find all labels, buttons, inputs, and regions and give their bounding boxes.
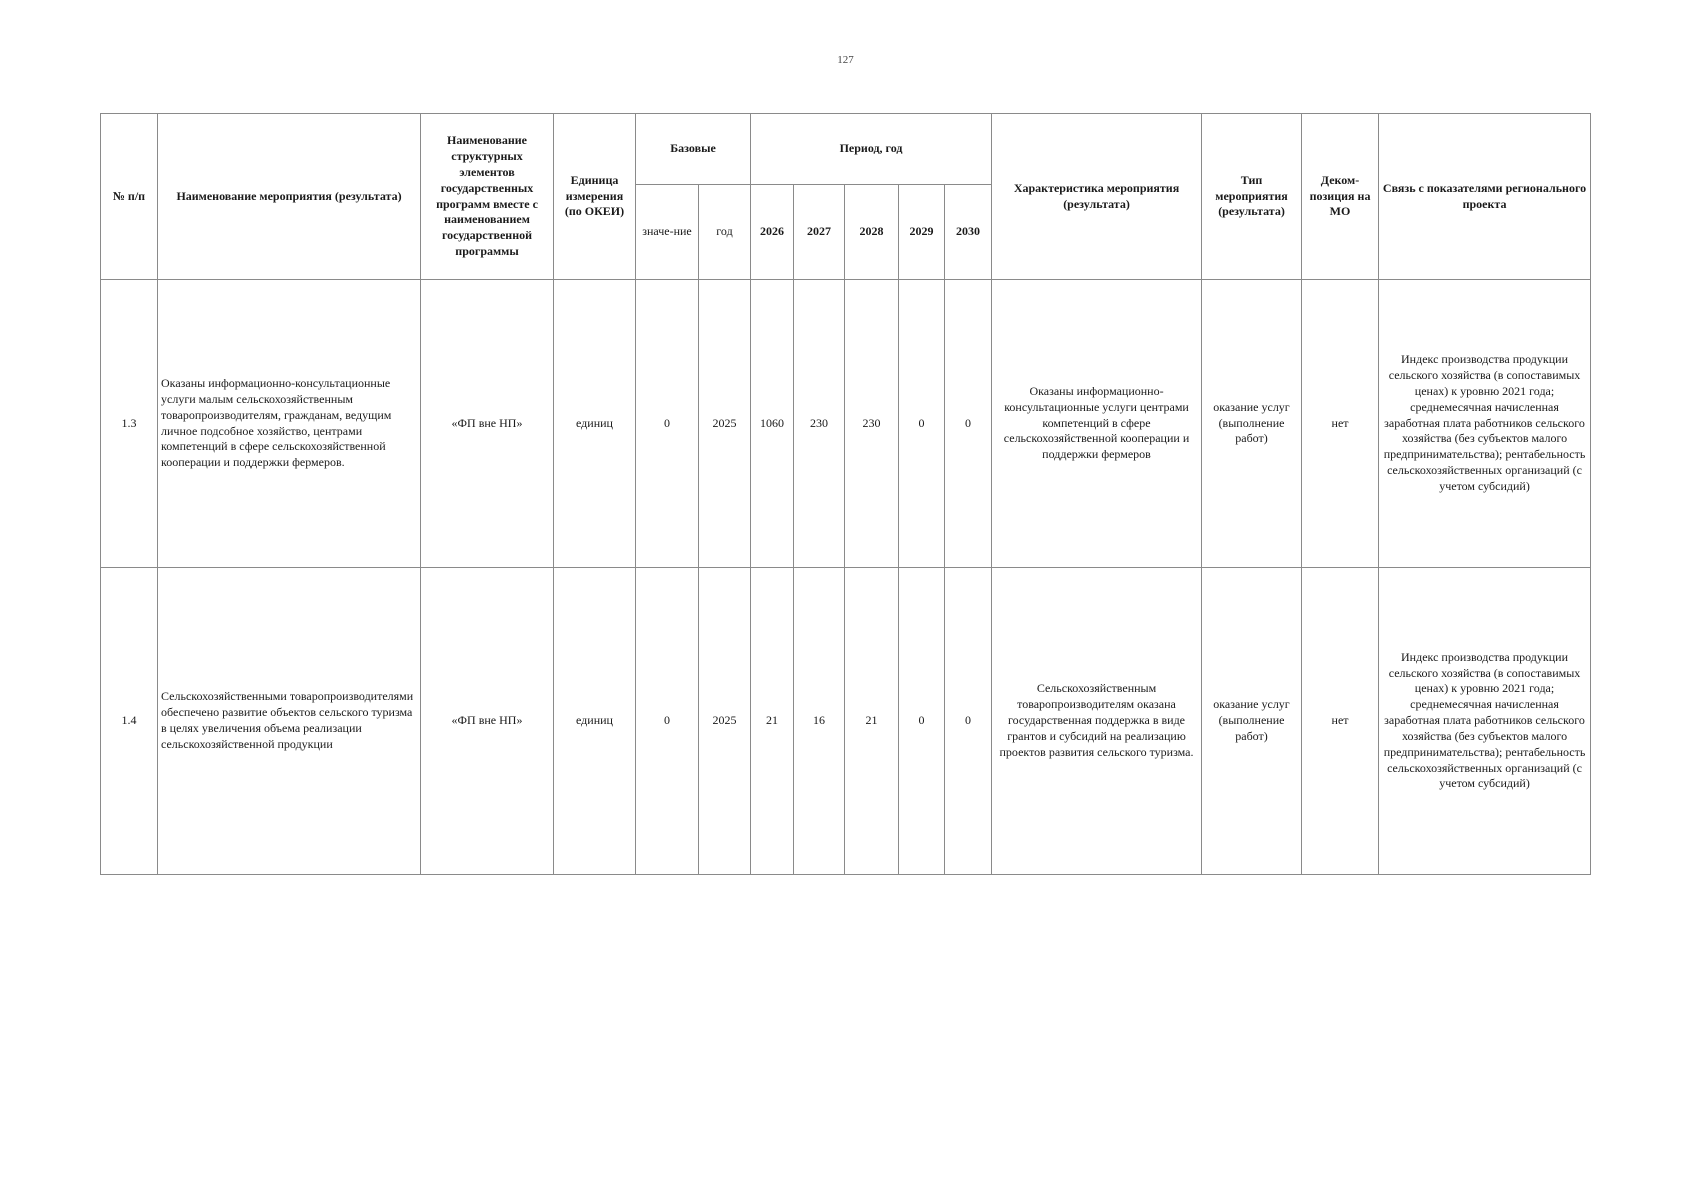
row-year-2027: 16 xyxy=(794,568,845,875)
header-name: Наименование мероприятия (результата) xyxy=(158,114,421,280)
row-type: оказание услуг (выполнение работ) xyxy=(1202,568,1302,875)
row-structural: «ФП вне НП» xyxy=(421,280,554,568)
row-characteristic: Оказаны информационно-консультационные услуги центрами компетенций в сфере сельскохозяйственной кооперации и поддержки фермеров xyxy=(992,280,1202,568)
row-base-year: 2025 xyxy=(699,280,751,568)
row-num: 1.3 xyxy=(101,280,158,568)
header-unit: Единица измерения (по ОКЕИ) xyxy=(554,114,636,280)
header-year-2029: 2029 xyxy=(899,185,945,280)
table-row xyxy=(101,280,1591,568)
row-decomposition: нет xyxy=(1302,568,1379,875)
row-name: Оказаны информационно-консультационные услуги малым сельскохозяйственным товаропроизводителям, гражданам, ведущим личное подсобное хозяйство, центрами компетенций в сфере сельскохозяйственной кооперации и поддержки фермеров. xyxy=(158,280,421,568)
row-year-2026: 21 xyxy=(751,568,794,875)
header-num: № п/п xyxy=(101,114,158,280)
header-year-2027: 2027 xyxy=(794,185,845,280)
row-year-2027: 230 xyxy=(794,280,845,568)
row-base-value: 0 xyxy=(636,568,699,875)
header-period: Период, год xyxy=(751,114,992,185)
header-base: Базовые xyxy=(636,114,751,185)
header-base-year: год xyxy=(699,185,751,280)
row-year-2029: 0 xyxy=(899,280,945,568)
row-decomposition: нет xyxy=(1302,280,1379,568)
row-structural: «ФП вне НП» xyxy=(421,568,554,875)
table-header xyxy=(101,114,1591,280)
header-type: Тип мероприятия (результата) xyxy=(1202,114,1302,280)
row-characteristic: Сельскохозяйственным товаропроизводителям оказана государственная поддержка в виде грантов и субсидий на реализацию проектов развития сельского туризма. xyxy=(992,568,1202,875)
header-year-2028: 2028 xyxy=(845,185,899,280)
header-characteristic: Характеристика мероприятия (результата) xyxy=(992,114,1202,280)
header-link: Связь с показателями регионального проекта xyxy=(1379,114,1591,280)
row-base-value: 0 xyxy=(636,280,699,568)
page-number: 127 xyxy=(837,54,854,66)
header-structural: Наименование структурных элементов государственных программ вместе с наименованием государственной программы xyxy=(421,114,554,280)
row-type: оказание услуг (выполнение работ) xyxy=(1202,280,1302,568)
row-year-2028: 21 xyxy=(845,568,899,875)
row-link: Индекс производства продукции сельского хозяйства (в сопоставимых ценах) к уровню 2021 года; среднемесячная начисленная заработная плата работников сельского хозяйства (без субъектов малого предпринимательства); рентабельность сельскохозяйственных организаций (с учетом субсидий) xyxy=(1379,568,1591,875)
row-base-year: 2025 xyxy=(699,568,751,875)
row-unit: единиц xyxy=(554,568,636,875)
row-year-2029: 0 xyxy=(899,568,945,875)
row-num: 1.4 xyxy=(101,568,158,875)
row-link: Индекс производства продукции сельского хозяйства (в сопоставимых ценах) к уровню 2021 года; среднемесячная начисленная заработная плата работников сельского хозяйства (без субъектов малого предпринимательства); рентабельность сельскохозяйственных организаций (с учетом субсидий) xyxy=(1379,280,1591,568)
header-base-value: значе-ние xyxy=(636,185,699,280)
row-unit: единиц xyxy=(554,280,636,568)
header-year-2030: 2030 xyxy=(945,185,992,280)
row-year-2028: 230 xyxy=(845,280,899,568)
row-name: Сельскохозяйственными товаропроизводителями обеспечено развитие объектов сельского туризма в целях увеличения объема реализации сельскохозяйственной продукции xyxy=(158,568,421,875)
measures-table xyxy=(100,113,1591,875)
row-year-2030: 0 xyxy=(945,280,992,568)
header-year-2026: 2026 xyxy=(751,185,794,280)
header-decomposition: Деком-позиция на МО xyxy=(1302,114,1379,280)
table-row xyxy=(101,568,1591,875)
row-year-2030: 0 xyxy=(945,568,992,875)
row-year-2026: 1060 xyxy=(751,280,794,568)
